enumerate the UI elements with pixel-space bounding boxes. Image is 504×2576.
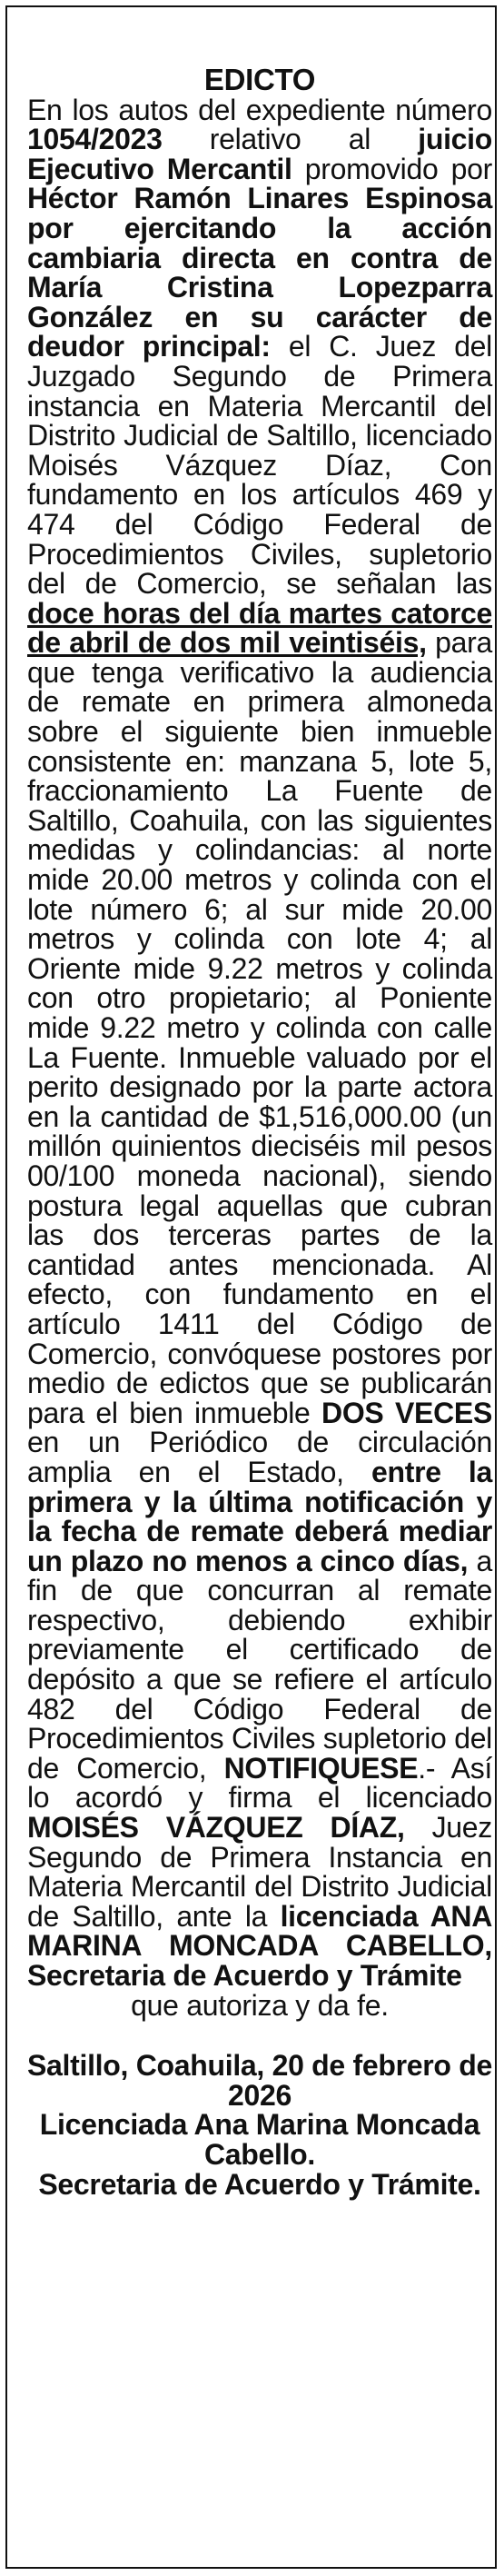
judge-name: MOISÉS VÁZQUEZ DÍAZ, [27, 1811, 405, 1845]
body-run: relativo al [162, 123, 419, 156]
case-number: 1054/2023 [27, 123, 163, 156]
trial-type: juicio Ejecutivo Mercantil [27, 123, 492, 185]
notice-period: entre la primera y la última notificación y la fecha de remate deberá mediar un plazo no menos a cinco días, [27, 1455, 493, 1577]
hearing-date: doce horas del día martes catorce de abril de dos mil veintiséis, [27, 596, 492, 660]
parties: Héctor Ramón Linares Espinosa por ejercitando la acción cambiaria directa en contra de María Cristina Lopezparra González en su carácter de deudor principal: [27, 182, 492, 363]
notice-page [5, 5, 497, 2569]
notice-body [27, 95, 492, 1991]
publication-times: DOS VECES [321, 1396, 492, 1429]
body-run: en un Periódico de circulación amplia en el Estado, [27, 1426, 492, 1488]
signature-place-date: Saltillo, Coahuila, 20 de febrero de 2026 [27, 2049, 492, 2112]
body-run: En los autos del expediente número [27, 93, 492, 126]
closing-line: que autoriza y da fe. [131, 1988, 389, 2022]
body-run: a fin de que concurran al remate respectivo, debiendo exhibir previamente el certificado de depósito a que se refiere el artículo 482 del Código Federal de Procedimientos Civiles supletorio del de Comercio, [27, 1544, 493, 1785]
spacer [27, 2020, 492, 2051]
notice-title: EDICTO [203, 63, 316, 96]
body-run: para que tenga verificativo la audiencia de remate en primera almoneda sobre el siguiente bien inmueble consistente en: manzana 5, lote 5, fraccionamiento La Fuente de Saltillo, Coahuila, con las siguientes medidas y colindancias: al norte mide 20.00 metros y colinda con el lote número 6; al sur mide 20.00 metros y colinda con lote 4; al Oriente mide 9.22 metros y colinda con otro propietario; al Poniente mide 9.22 metro y colinda con calle La Fuente. Inmueble valuado por el perito designado por la parte actora en la cantidad de $1,516,000.00 (un millón quinientos dieciséis mil pesos 00/100 moneda nacional), siendo postura legal aquellas que cubran las dos terceras partes de la cantidad antes mencionada. Al efecto, con fundamento en el artículo 1411 del Código de Comercio, convóquese postores por medio de edictos que se publicarán para el bien inmueble [27, 626, 492, 1429]
notify-word: NOTIFIQUESE [223, 1751, 419, 1785]
body-run: promovido por [292, 152, 492, 185]
signature-role: Secretaria de Acuerdo y Trámite. [38, 2167, 481, 2201]
edict-notice [27, 65, 492, 2199]
body-run: Juez Segundo de Primera Instancia en Materia Mercantil del Distrito Judicial de Saltillo, ante la [27, 1811, 492, 1933]
body-run: el C. Juez del Juzgado Segundo de Primera instancia en Materia Mercantil del Distrito Judicial de Saltillo, licenciado Moisés Vázquez Díaz, Con fundamento en los artículos 469 y 474 del Código Federal de Procedimientos Civiles, supletorio del de Comercio, se señalan las [27, 330, 492, 601]
secretary-name: licenciada ANA MARINA MONCADA CABELLO, Secretaria de Acuerdo y Trámite [27, 1899, 493, 1992]
body-run: .- Así lo acordó y firma el licenciado [27, 1751, 493, 1815]
signature-name: Licenciada Ana Marina Moncada Cabello. [39, 2108, 480, 2171]
